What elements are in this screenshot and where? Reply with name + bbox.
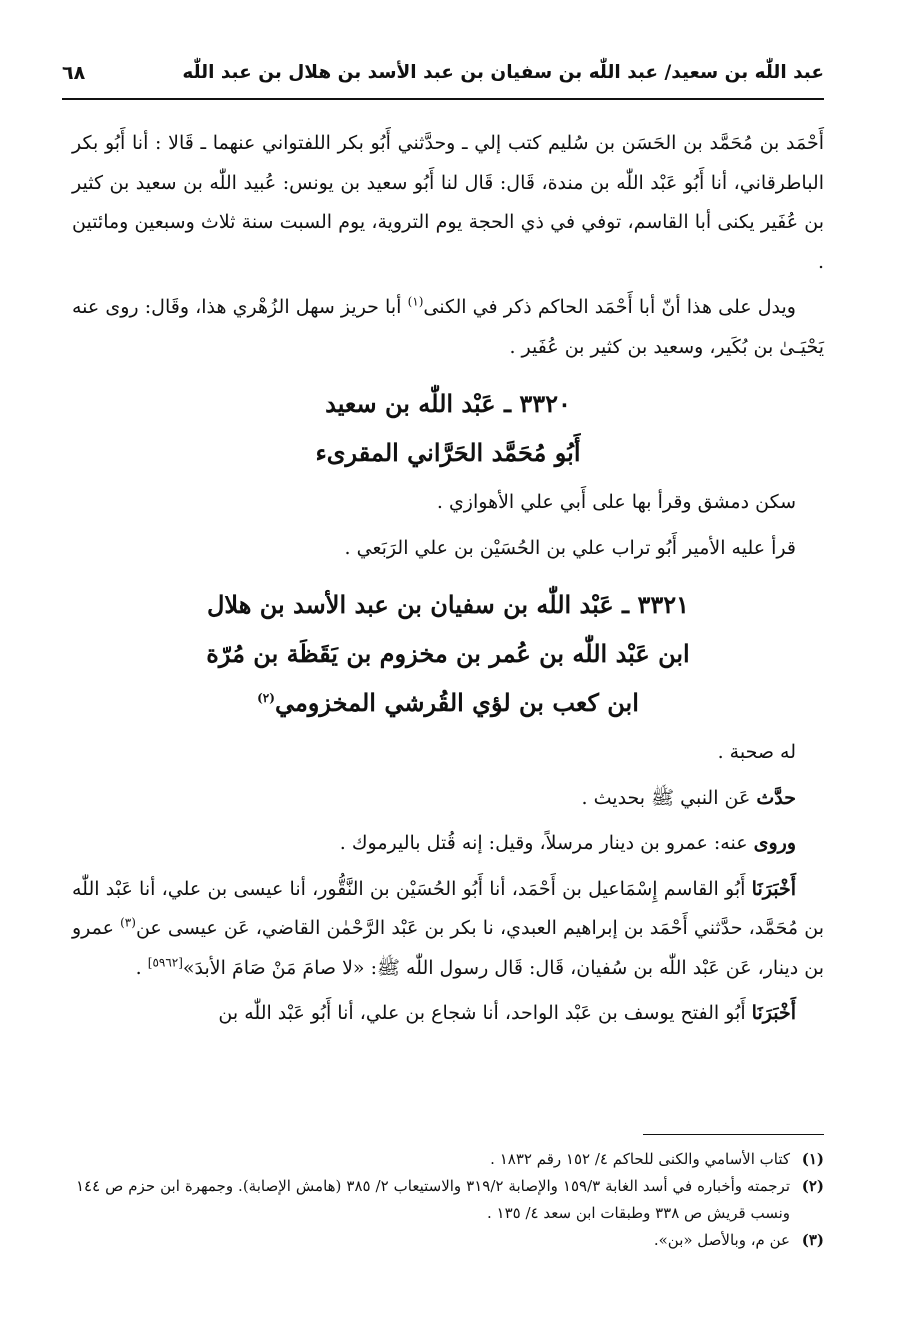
footnote-item [76,1173,824,1227]
paragraph-transmitters [72,824,824,864]
paragraph-text: ويدل على هذا أنّ أبا أَحْمَد الحاكم ذكر في الكنى [423,296,796,318]
entry-heading-line: ٣٣٢١ ـ عَبْد اللّٰه بن سفيان بن عبد الأسد بن هلال [206,590,689,619]
entry-heading-line: أَبُو مُحَمَّد الحَرَّاني المقرىء [315,438,581,467]
running-title: عبد اللّٰه بن سعيد/ عبد اللّٰه بن سفيان بن عبد الأسد بن هلال بن عبد اللّٰه [182,62,824,83]
lead-word: وروى [753,832,796,854]
footnote-item [76,1227,824,1254]
entry-heading-text: ابن كعب بن لؤي القُرشي المخزومي [274,688,639,717]
paragraph-residence: سكن دمشق وقرأ بها على أَبي علي الأهوازي . [436,491,796,513]
footnote-number: (٢) [801,1177,824,1195]
footnote-text: ترجمته وأخباره في أسد الغابة ١٥٩/٣ والإصابة ٣١٩/٢ والاستيعاب ٢/ ٣٨٥ (هامش الإصابة). وجمهرة ابن حزم ص ١٤٤ ونسب قريش ص ٣٣٨ وطبقات ابن سعد ٤/ ١٣٥ . [76,1177,790,1222]
entry-heading-line: ابن عَبْد اللّٰه بن عُمر بن مخزوم بن يَقَظَة بن مُرّة [206,639,690,668]
paragraph-text: عَن النبي ﷺ بحديث . [581,786,757,809]
entry-heading-3320 [72,379,824,477]
paragraph-isnad-1: أَحْمَد بن مُحَمَّد بن الحَسَن بن سُليم كتب إلي ـ وحدَّثني أَبُو بكر اللفتواني عنهما ـ قَالا : أنا أَبُو بكر الباطرقاني، أنا أَبُو عَبْد اللّٰه بن مندة، قَال: قَال لنا أَبُو سعيد بن يونس: عُبيد اللّٰه بن سعيد بن كثير بن عُفَير يكنى أبا القاسم، توفي في ذي الحجة يوم التروية، يوم السبت سنة ثلاث وسبعين ومائتين . [72,132,824,273]
footnote-divider [643,1134,824,1135]
paragraph-students: قرأ عليه الأمير أَبُو تراب علي بن الحُسَيْن بن علي الرَبَعي . [344,536,796,559]
entry-heading-line: ٣٣٢٠ ـ عَبْد اللّٰه بن سعيد [325,389,571,418]
footnote-ref-3: (٣) [120,915,136,930]
footnote-item [76,1146,824,1173]
footnote-ref-2: (٢) [257,691,275,705]
paragraph-text: عنه: عمرو بن دينار مرسلاً، وقيل: إنه قُتل باليرموك . [339,832,754,854]
paragraph-text: عمرو بن دينار، عَن عَبْد اللّٰه بن سُفيان، قَال: قَال رسول اللّٰه ﷺ: «لا صامَ مَنْ صَامَ الأبدَ» [72,917,824,979]
running-header [62,58,824,94]
paragraph-text: أبا حريز سهل الزُهْري هذا، وقَال: روى عنه يَحْيَـىٰ بن بُكَير، وسعيد بن كثير بن عُفَير . [72,296,824,358]
footnote-number: (١) [801,1150,824,1168]
footnotes [76,1146,824,1254]
main-text [72,124,824,1034]
paragraph-narrated [72,779,824,819]
paragraph-isnad-3 [72,994,824,1034]
paragraph-text: أَبُو القاسم إِسْمَاعيل بن أَحْمَد، أنا أَبُو الحُسَيْن بن النَّقُّور، أنا عيسى بن علي، أنا عَبْد اللّٰه بن مُحَمَّد، حدَّثني أَحْمَد بن إبراهيم العبدي، نا بكر بن عَبْد الرَّحْمٰن القاضي، عَن عيسى عن [72,877,824,939]
hadith-number: [٥٩٦٢] [147,955,183,970]
lead-word: أَخْبَرَنَا [751,1002,796,1024]
lead-word: حدَّث [756,786,796,809]
paragraph-text: أَبُو الفتح يوسف بن عَبْد الواحد، أنا شجاع بن علي، أنا أَبُو عَبْد اللّٰه بن [218,1002,752,1024]
footnote-ref-1: (١) [407,294,424,309]
paragraph-text: . [135,956,148,979]
lead-word: أَخْبَرَنَا [751,877,796,900]
footnote-text: عن م، وبالأصل «بن». [653,1231,790,1249]
entry-heading-line [72,678,824,727]
paragraph-evidence [72,288,824,367]
page-number: ٦٨ [62,62,86,84]
entry-heading-3321 [72,580,824,727]
paragraph-companion: له صحبة . [717,741,796,763]
header-divider [62,98,824,100]
paragraph-isnad-2 [72,870,824,989]
footnote-text: كتاب الأسامي والكنى للحاكم ٤/ ١٥٢ رقم ١٨٣٢ . [490,1150,790,1168]
footnote-number: (٣) [801,1231,824,1249]
